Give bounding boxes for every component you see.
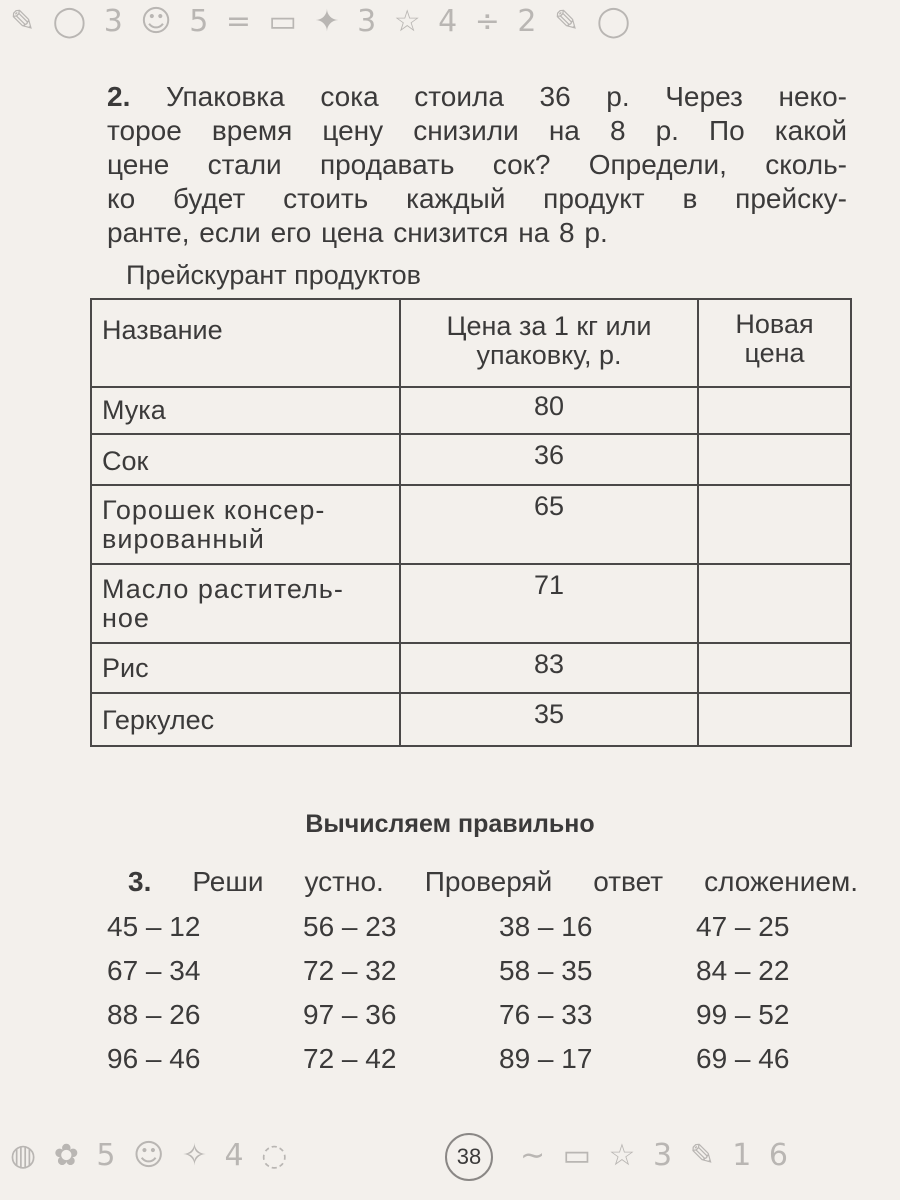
- cell-price: 35: [400, 693, 698, 746]
- expression: 47 – 25: [696, 911, 790, 942]
- text-line: торое время цену снизили на 8 р. По какой: [107, 115, 847, 146]
- text-line: Упаковка сока стоила 36 р. Через неко-: [165, 81, 847, 112]
- decorative-doodle-border-top: ✎ ◯ 3 ☺ 5 = ▭ ✦ 3 ☆ 4 ÷ 2 ✎ ◯: [10, 4, 635, 39]
- text-line: цене стали продавать сок? Определи, сколь-: [107, 149, 847, 180]
- task-2-text: [107, 80, 847, 250]
- text-line: ранте, если его цена снизится на 8 р.: [107, 217, 608, 248]
- cell-name: Мука: [91, 387, 400, 434]
- decorative-doodle-border-bottom-right: ∼ ▭ ☆ 3 ✎ 1 6: [520, 1138, 792, 1173]
- cell-name: Рис: [91, 643, 400, 693]
- table-row: [91, 387, 851, 434]
- expression: 97 – 36: [303, 999, 397, 1030]
- cell-new-price[interactable]: [698, 485, 851, 564]
- cell-name: Сок: [91, 434, 400, 485]
- expression: 38 – 16: [499, 911, 593, 942]
- text-line: ко будет стоить каждый продукт в прейску-: [107, 183, 847, 214]
- expression: 58 – 35: [499, 955, 593, 986]
- cell-price: 83: [400, 643, 698, 693]
- cell-name: Горошек консер-вированный: [91, 485, 400, 564]
- expression: 69 – 46: [696, 1043, 790, 1074]
- header-name: Название: [91, 299, 400, 387]
- expression: 88 – 26: [107, 999, 201, 1030]
- table-row: [91, 643, 851, 693]
- cell-new-price[interactable]: [698, 387, 851, 434]
- table-row: [91, 564, 851, 643]
- cell-name: Геркулес: [91, 693, 400, 746]
- task-3-text: [128, 866, 858, 898]
- cell-price: 80: [400, 387, 698, 434]
- task-3-instruction: Реши устно. Проверяй ответ сложением.: [192, 866, 858, 897]
- expression: 72 – 32: [303, 955, 397, 986]
- expression: 72 – 42: [303, 1043, 397, 1074]
- table-row: [91, 434, 851, 485]
- table-caption: Прейскурант продуктов: [126, 260, 421, 290]
- cell-price: 65: [400, 485, 698, 564]
- decorative-doodle-border-bottom-left: ◍ ✿ 5 ☺ ✧ 4 ◌: [10, 1138, 292, 1173]
- expression: 76 – 33: [499, 999, 593, 1030]
- expression: 84 – 22: [696, 955, 790, 986]
- task-number: 2.: [107, 81, 131, 112]
- header-new-price: Новая цена: [698, 299, 851, 387]
- price-list-table: [90, 298, 852, 747]
- cell-new-price[interactable]: [698, 564, 851, 643]
- header-price: Цена за 1 кг или упаковку, р.: [400, 299, 698, 387]
- expression: 89 – 17: [499, 1043, 593, 1074]
- cell-name: Масло раститель-ное: [91, 564, 400, 643]
- expression: 56 – 23: [303, 911, 397, 942]
- cell-price: 36: [400, 434, 698, 485]
- page-number: 38: [445, 1133, 493, 1181]
- cell-new-price[interactable]: [698, 693, 851, 746]
- table-header-row: [91, 299, 851, 387]
- expression: 96 – 46: [107, 1043, 201, 1074]
- expression: 67 – 34: [107, 955, 201, 986]
- cell-new-price[interactable]: [698, 643, 851, 693]
- table-row: [91, 485, 851, 564]
- expression: 99 – 52: [696, 999, 790, 1030]
- task-number: 3.: [128, 866, 152, 897]
- expressions-grid: [107, 910, 866, 1076]
- section-heading: Вычисляем правильно: [305, 810, 595, 838]
- cell-price: 71: [400, 564, 698, 643]
- expression: 45 – 12: [107, 911, 201, 942]
- cell-new-price[interactable]: [698, 434, 851, 485]
- table-row: [91, 693, 851, 746]
